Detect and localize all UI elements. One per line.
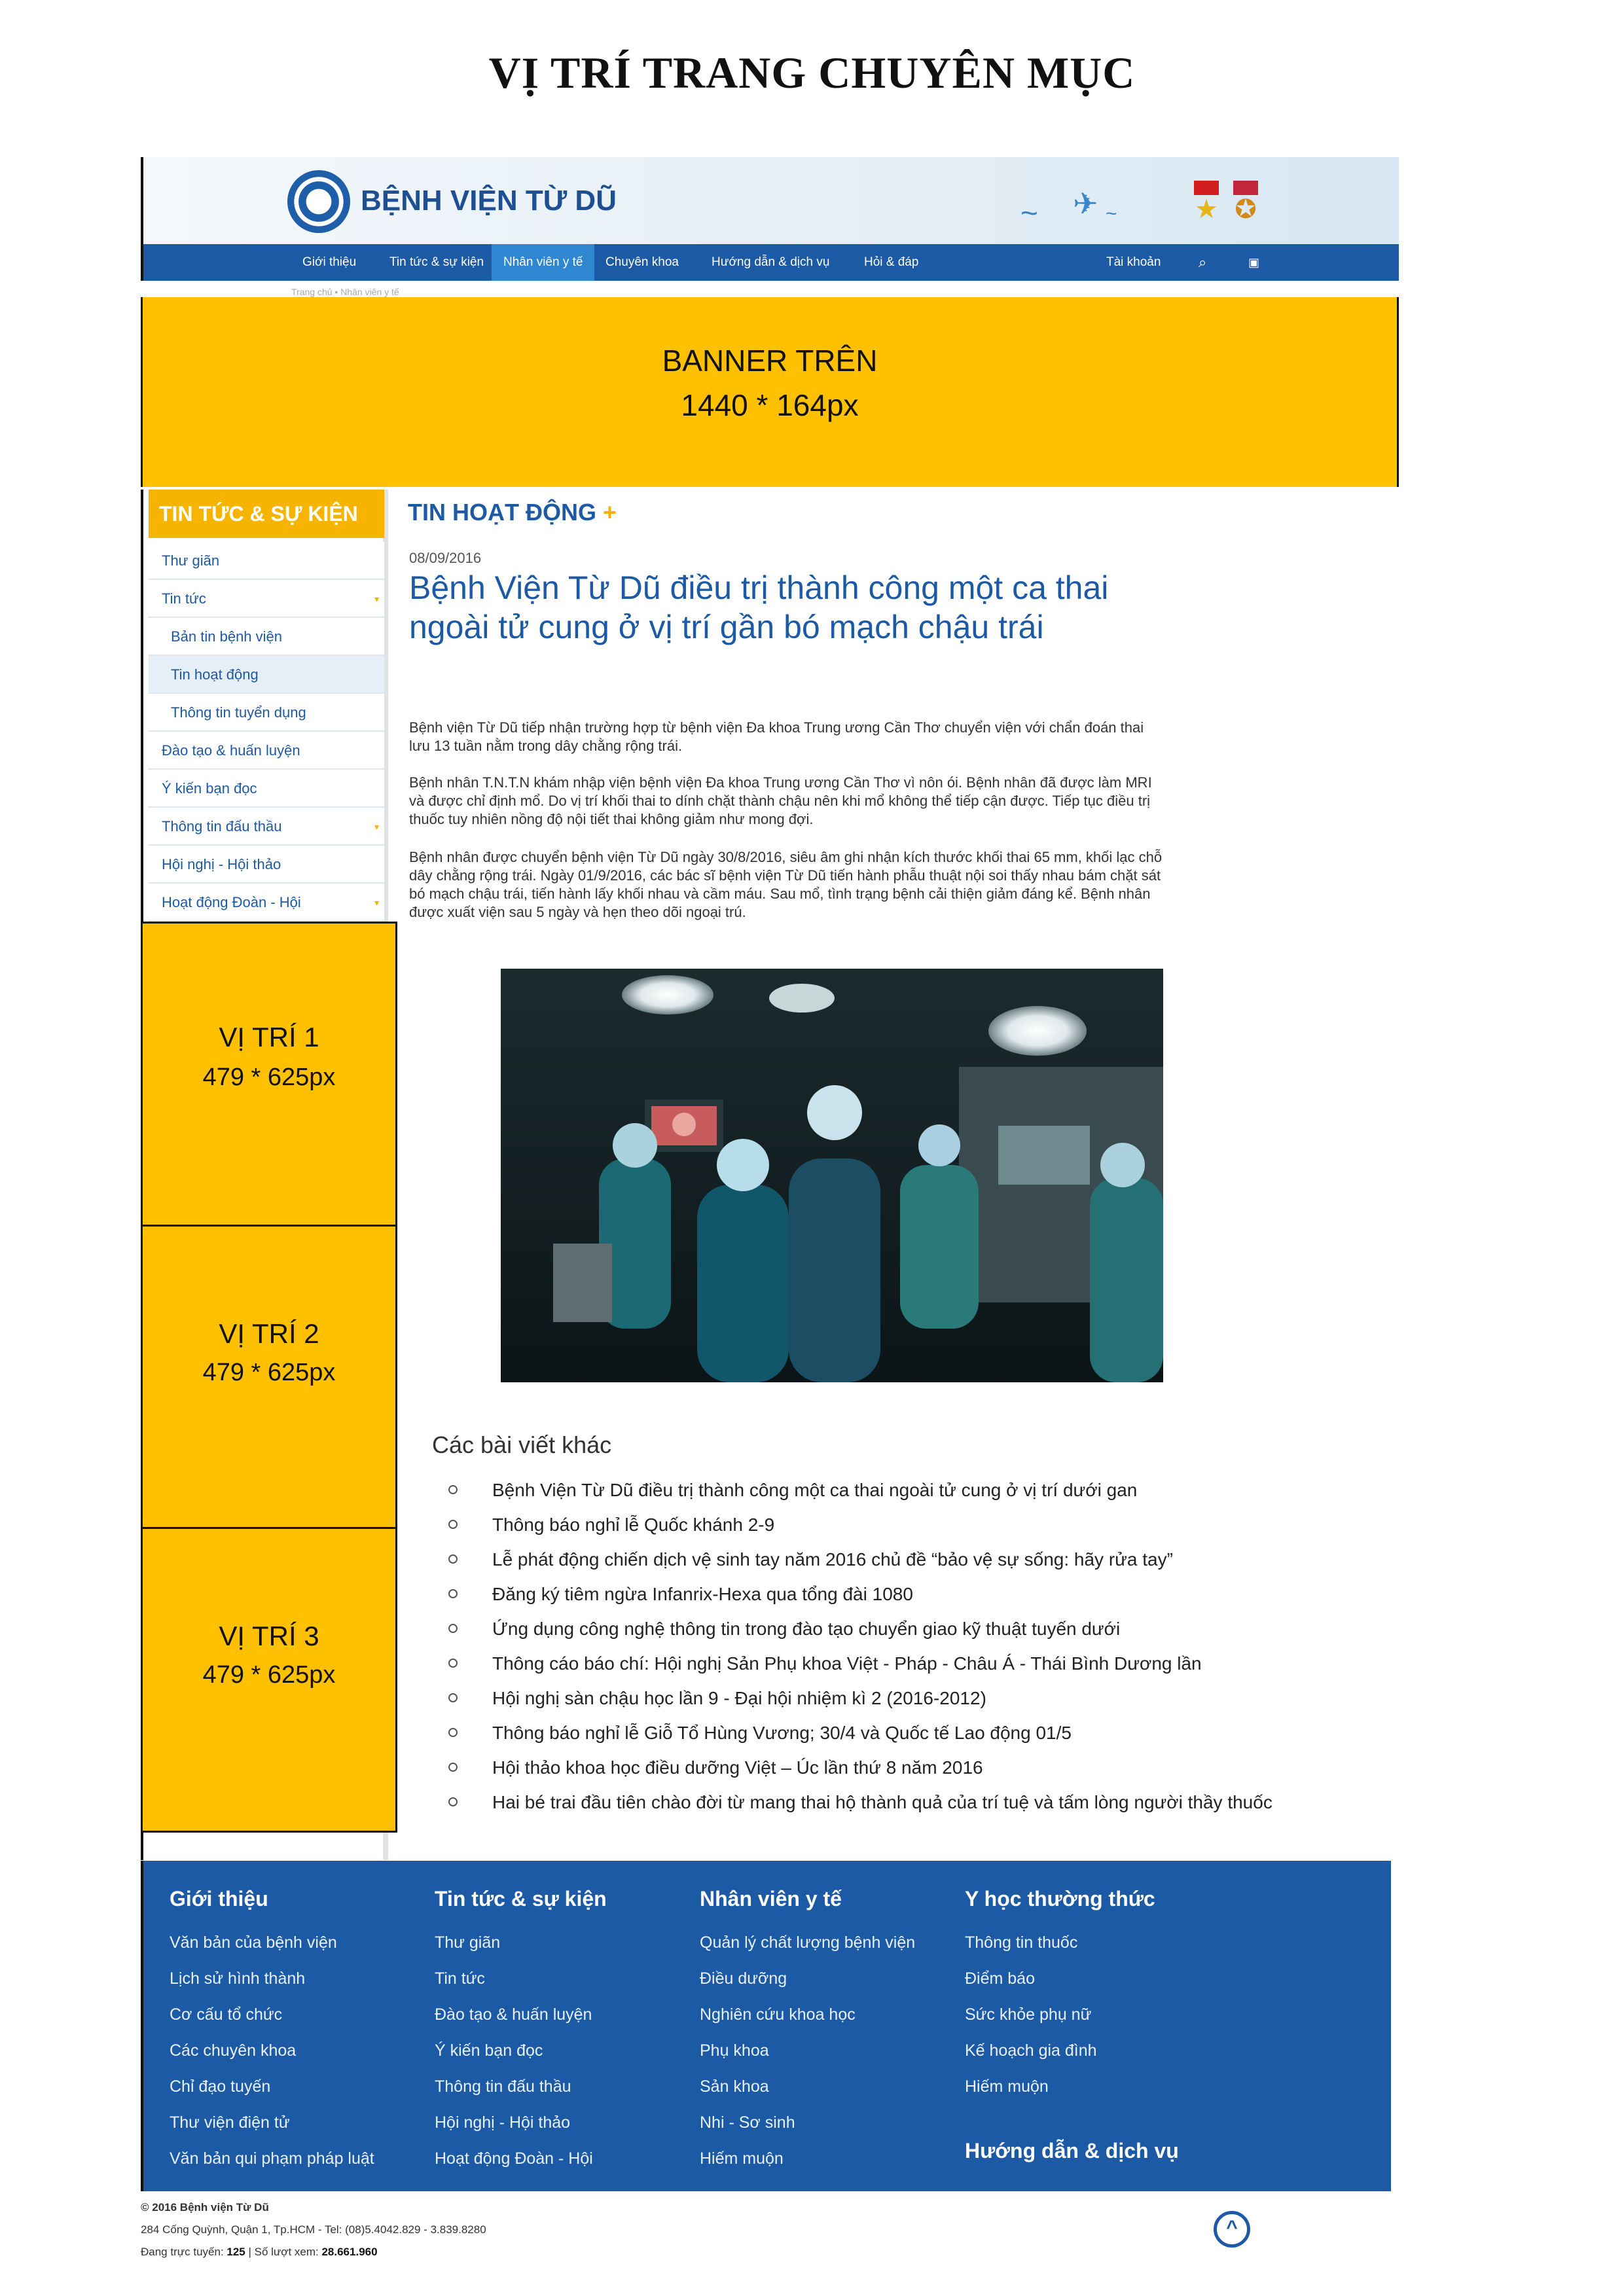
footer-heading[interactable]: Y học thường thức [965,1887,1155,1910]
footer-link[interactable]: Điều dưỡng [700,1969,787,1988]
nav-item-huong-dan[interactable]: Hướng dẫn & dịch vụ [712,255,830,269]
sidebar-item-tin-hoat-dong[interactable]: Tin hoạt động [149,656,384,694]
sidebar-item-label: Tin tức [162,590,206,607]
ad-slot-size: 479 * 625px [202,1064,336,1091]
footer-link[interactable]: Cơ cấu tổ chức [170,2005,283,2024]
bullet-icon [448,1797,458,1806]
related-item[interactable] [448,1681,1430,1715]
sidebar-item-dao-tao[interactable]: Đào tạo & huấn luyện [149,732,384,770]
footer-heading[interactable]: Nhân viên y tế [700,1887,842,1910]
footer-link[interactable]: Ý kiến bạn đọc [435,2041,543,2060]
site-header [141,157,1399,244]
footer-link[interactable]: Đào tạo & huấn luyện [435,2005,592,2024]
visits-count: 28.661.960 [321,2246,378,2258]
related-list [448,1473,1430,1820]
footer-link[interactable]: Hoạt động Đoàn - Hội [435,2149,593,2168]
sidebar-item-thu-gian[interactable]: Thư giãn [149,542,384,580]
nav-item-hoi-dap[interactable]: Hỏi & đáp [864,255,919,269]
related-link[interactable]: Bệnh Viện Từ Dũ điều trị thành công một ca thai ngoài tử cung ở vị trí dưới gan [492,1480,1138,1500]
banner-top-placeholder [141,297,1399,487]
search-icon[interactable]: ⌕ [1199,254,1207,270]
footer-link[interactable]: Thông tin thuốc [965,1933,1078,1952]
footer-link[interactable]: Văn bản của bệnh viện [170,1933,337,1952]
ad-slot-size: 479 * 625px [202,1661,336,1689]
nav-item-tin-tuc[interactable]: Tin tức & sự kiện [389,255,484,269]
footer-heading[interactable]: Tin tức & sự kiện [435,1887,607,1910]
page-mockup [141,157,1399,2186]
bullet-icon [448,1659,458,1668]
footer-link[interactable]: Thư viện điện tử [170,2113,290,2132]
footer-link[interactable]: Văn bản qui phạm pháp luật [170,2149,374,2168]
chevron-down-icon: ▾ [374,897,379,908]
footer-link[interactable]: Hiếm muộn [700,2149,784,2168]
chevron-down-icon: ▾ [374,594,379,604]
related-link[interactable]: Thông báo nghỉ lễ Giỗ Tổ Hùng Vương; 30/4 và Quốc tế Lao động 01/5 [492,1723,1072,1743]
bullet-icon [448,1485,458,1494]
banner-top-size: 1440 * 164px [681,388,859,422]
related-item[interactable] [448,1785,1430,1820]
article-photo [501,969,1163,1382]
bird-icon: ~ [1106,203,1117,224]
bullet-icon [448,1693,458,1702]
breadcrumb[interactable]: Trang chủ • Nhân viên y tế [291,287,399,297]
bullet-icon [448,1589,458,1598]
copyright-text: © 2016 Bệnh viện Từ Dũ [141,2201,269,2214]
medal-icon: ★ [1194,181,1219,226]
bullet-icon [448,1763,458,1772]
footer-link[interactable]: Sức khỏe phụ nữ [965,2005,1092,2024]
sidebar-item-ban-tin[interactable]: Bản tin bệnh viện [149,618,384,656]
document-title: VỊ TRÍ TRANG CHUYÊN MỤC [488,48,1136,98]
ad-slot-3 [141,1527,397,1833]
nav-item-nhan-vien-y-te[interactable]: Nhân viên y tế [492,244,594,281]
article-title: Bệnh Viện Từ Dũ điều trị thành công một ca thai ngoài tử cung ở vị trí gần bó mạch chậu trái [409,569,1109,645]
main-nav [141,244,1399,281]
footer-link[interactable]: Nghiên cứu khoa học [700,2005,856,2024]
section-heading[interactable] [408,499,617,526]
footer-column-tin-tuc [435,1887,696,2177]
visits-label: | Số lượt xem: [245,2246,322,2258]
stats-text [141,2241,486,2263]
chevron-down-icon: ▾ [374,821,379,832]
footer-link[interactable]: Quản lý chất lượng bệnh viện [700,1933,916,1952]
related-item[interactable] [448,1542,1430,1577]
bullet-icon [448,1624,458,1633]
hospital-logo-icon[interactable] [287,170,350,233]
article-paragraph: Bệnh nhân T.N.T.N khám nhập viện bệnh viện Đa khoa Trung ương Cần Thơ vì nôn ói. Bệnh nhân đã được làm MRI và được chỉ định mổ. Do vị trí khối thai to dính chặt thành chậu nên khi mổ không thể tiếp cận được. Tiếp tục điều trị thuốc tuy nhiên nồng độ nội tiết thai không giảm như mong đợi. [409,774,1152,827]
ad-slot-1 [141,922,397,1227]
article-paragraph: Bệnh viện Từ Dũ tiếp nhận trường hợp từ bệnh viện Đa khoa Trung ương Cần Thơ chuyển viện với chẩn đoán thai lưu 13 tuần nằm trong dây chằng rộng trái. [409,719,1144,754]
footer-link[interactable]: Kế hoạch gia đình [965,2041,1097,2060]
related-link[interactable]: Hội nghị sàn chậu học lần 9 - Đại hội nhiệm kì 2 (2016-2012) [492,1688,986,1708]
footer-column-nhan-vien [700,1887,962,2177]
operating-room-illustration [501,969,1163,1382]
bird-icon: ~ [1020,196,1038,230]
footer-link[interactable]: Tin tức [435,1969,485,1988]
bullet-icon [448,1520,458,1529]
section-heading-label: TIN HOẠT ĐỘNG [408,499,596,526]
nav-item-gioi-thieu[interactable]: Giới thiệu [302,255,357,269]
ad-slot-2 [141,1225,397,1529]
related-item[interactable] [448,1715,1430,1750]
related-item[interactable] [448,1750,1430,1785]
footer-column-gioi-thieu [170,1887,431,2177]
address-text: 284 Cống Quỳnh, Quận 1, Tp.HCM - Tel: (08)5.4042.829 - 3.839.8280 [141,2223,486,2236]
related-heading: Các bài viết khác [432,1431,612,1458]
related-link[interactable]: Hội thảo khoa học điều dưỡng Việt – Úc lần thứ 8 năm 2016 [492,1757,983,1778]
ad-slot-label: VỊ TRÍ 1 [219,1022,319,1052]
uk-flag-icon[interactable]: ▣ [1248,256,1260,269]
footer-link[interactable]: Thông tin đấu thầu [435,2077,571,2096]
account-link[interactable]: Tài khoản [1106,255,1161,269]
related-link[interactable]: Lễ phát động chiến dịch vệ sinh tay năm 2016 chủ đề “bảo vệ sự sống: hãy rửa tay” [492,1549,1173,1570]
footer-column-y-hoc [965,1887,1227,2105]
bullet-icon [448,1728,458,1737]
article-paragraph: Bệnh nhân được chuyển bệnh viện Từ Dũ ngày 30/8/2016, siêu âm ghi nhận kích thước khối thai 65 mm, khối lạc chỗ dây chằng rộng trái. Ngày 01/9/2016, các bác sĩ bệnh viện Từ Dũ tiến hành phẫu thuật nội soi thấy nhau bám chặt sát bó mạch chậu trái, tiến hành lấy khối nhau và cầm máu. Sau mổ, tình trạng bệnh cải thiện giảm đáng kể. Bệnh nhân được xuất viện sau 5 ngày và hẹn theo dõi ngoại trú. [409,849,1163,920]
footer-link[interactable]: Điểm báo [965,1969,1035,1988]
related-link[interactable]: Hai bé trai đầu tiên chào đời từ mang thai hộ thành quả của trí tuệ và tấm lòng người thầy thuốc [492,1792,1272,1812]
footer-link[interactable]: Phụ khoa [700,2041,769,2060]
sidebar-item-tin-tuc[interactable] [149,580,384,618]
sidebar-item-y-kien[interactable]: Ý kiến bạn đọc [149,770,384,808]
related-link[interactable]: Thông báo nghỉ lễ Quốc khánh 2-9 [492,1515,775,1535]
footer-link[interactable]: Hiếm muộn [965,2077,1049,2096]
article-date: 08/09/2016 [409,550,482,566]
ad-slot-label: VỊ TRÍ 3 [219,1621,319,1651]
bird-icon: ✈ [1073,187,1098,221]
related-item[interactable] [448,1473,1430,1507]
plus-icon[interactable]: + [602,499,617,526]
footer-link[interactable]: Sản khoa [700,2077,769,2096]
sidebar-heading: TIN TỨC & SỰ KIỆN [149,490,384,538]
logo-text[interactable]: BỆNH VIỆN TỪ DŨ [361,185,617,217]
arrow-up-circle-icon[interactable]: ^ [1214,2211,1250,2248]
sidebar-item-label: Thông tin đấu thầu [162,818,282,834]
site-footer [141,1861,1391,2191]
medal-icon: ✪ [1233,181,1258,226]
related-link[interactable]: Ứng dụng công nghệ thông tin trong đào tạo chuyển giao kỹ thuật tuyến dưới [492,1619,1121,1639]
ad-slot-size: 479 * 625px [202,1359,336,1386]
related-link[interactable]: Thông cáo báo chí: Hội nghị Sản Phụ khoa Việt - Pháp - Châu Á - Thái Bình Dương lần [492,1653,1202,1674]
related-item[interactable] [448,1507,1430,1542]
footer-link[interactable]: Lịch sử hình thành [170,1969,306,1988]
related-item[interactable] [448,1646,1430,1681]
related-item[interactable] [448,1577,1430,1611]
footer-link[interactable]: Thư giãn [435,1933,501,1952]
ad-slot-label: VỊ TRÍ 2 [219,1318,319,1349]
sidebar-item-tuyen-dung[interactable]: Thông tin tuyển dụng [149,694,384,732]
footer-link[interactable]: Hội nghị - Hội thảo [435,2113,571,2132]
online-count: 125 [226,2246,245,2258]
sidebar-item-label: Hoạt động Đoàn - Hội [162,894,301,910]
related-link[interactable]: Đăng ký tiêm ngừa Infanrix-Hexa qua tổng đài 1080 [492,1584,913,1604]
nav-item-chuyen-khoa[interactable]: Chuyên khoa [605,255,679,269]
footer-info [141,2197,486,2263]
sidebar-item-dau-thau[interactable] [149,808,384,846]
bullet-icon [448,1554,458,1564]
footer-link[interactable]: Nhi - Sơ sinh [700,2113,795,2132]
footer-heading[interactable]: Giới thiệu [170,1887,268,1910]
related-item[interactable] [448,1611,1430,1646]
footer-heading-huong-dan[interactable]: Hướng dẫn & dịch vụ [965,2139,1179,2162]
footer-link[interactable]: Chỉ đạo tuyến [170,2077,271,2096]
footer-link[interactable]: Các chuyên khoa [170,2041,297,2060]
online-label: Đang trực tuyến: [141,2246,227,2258]
sidebar-item-doan-hoi[interactable] [149,884,384,922]
sidebar-item-hoi-nghi[interactable]: Hội nghị - Hội thảo [149,846,384,884]
banner-top-label: BANNER TRÊN [662,344,878,378]
